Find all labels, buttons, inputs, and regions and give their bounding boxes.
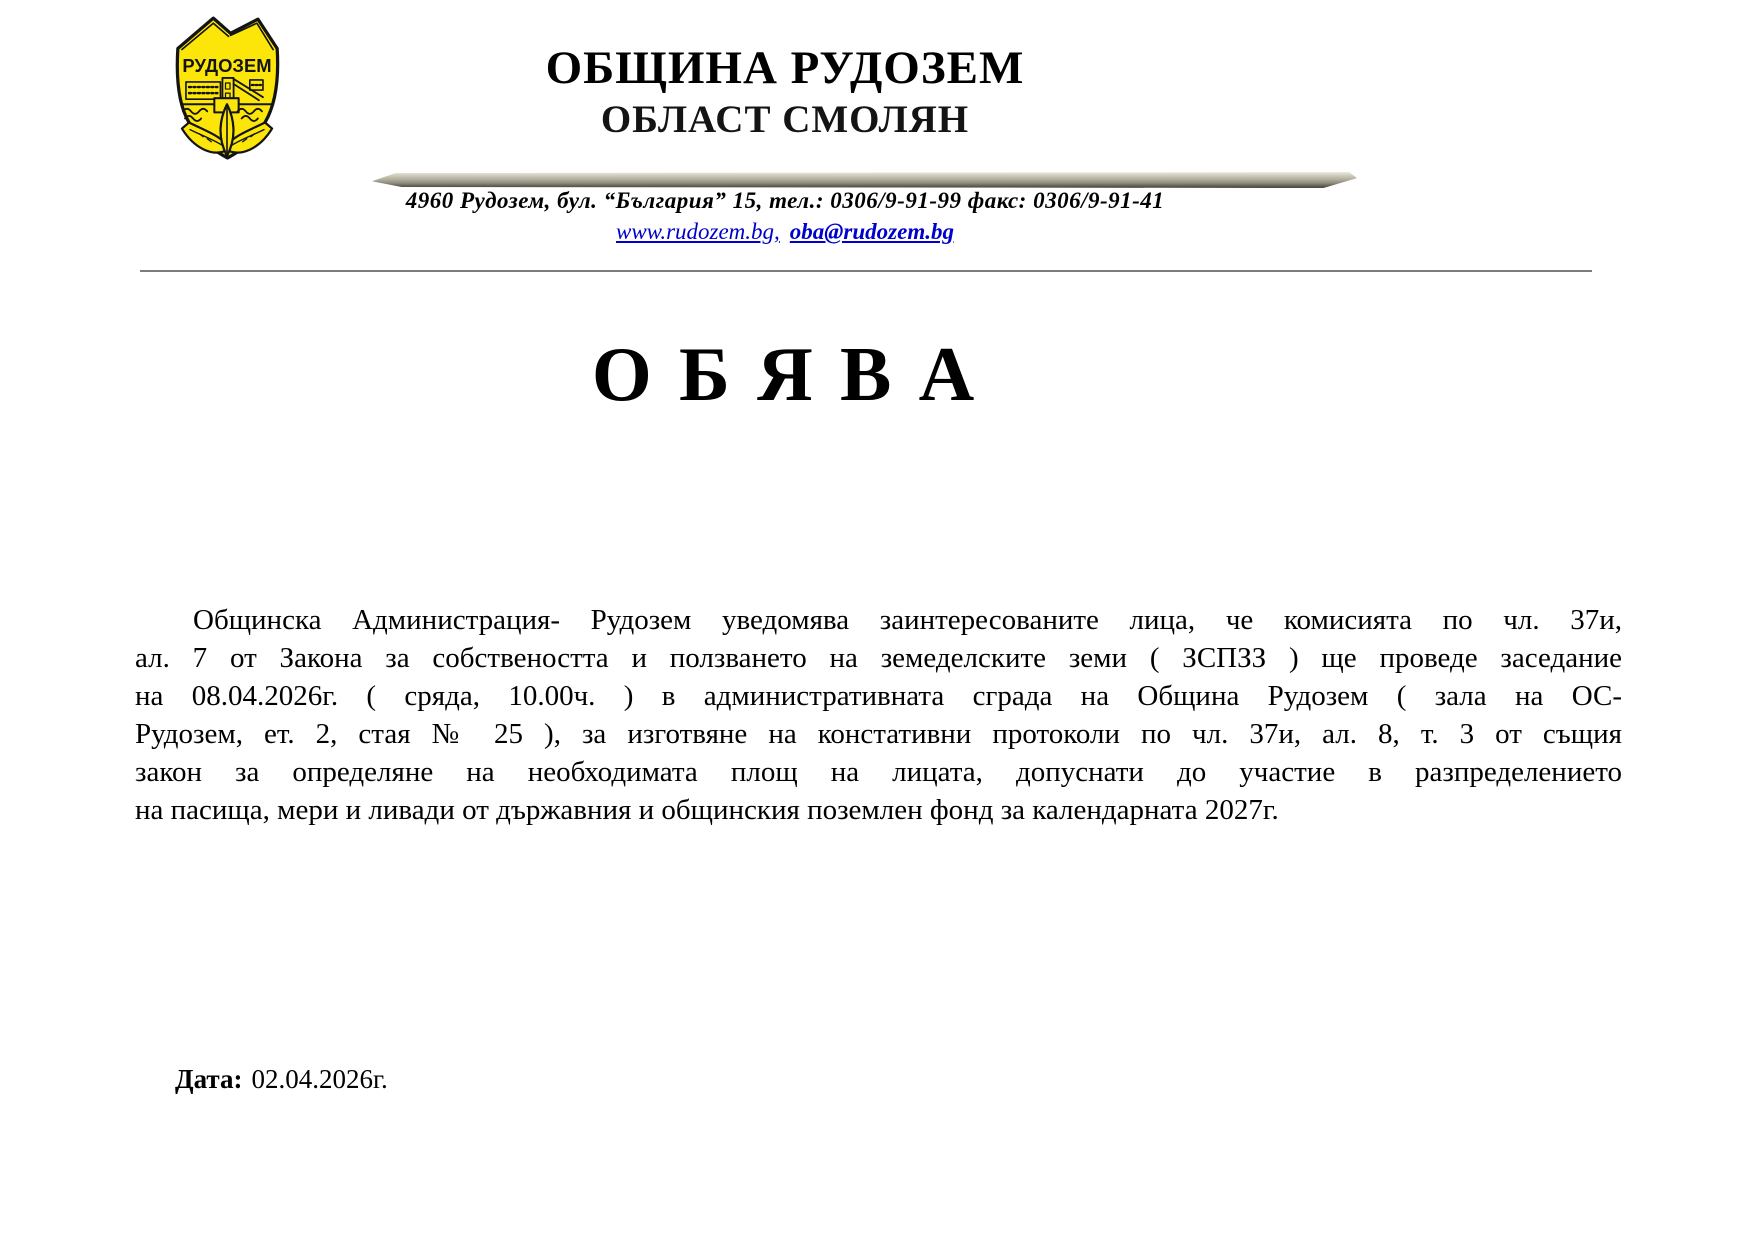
decorative-divider-bar <box>372 172 1357 188</box>
horizontal-rule <box>140 270 1592 272</box>
letterhead <box>0 42 1570 142</box>
body-line: закон за определяне на необходимата площ на лицата, допуснати до участие в разпределението <box>135 756 1622 788</box>
date-line <box>175 1064 388 1095</box>
date-label: Дата: <box>175 1064 243 1094</box>
logo-text: РУДОЗЕМ <box>182 54 272 76</box>
body-line: ал. 7 от Закона за собствеността и ползването на земеделските земи ( ЗСПЗЗ ) ще проведе заседание <box>135 642 1622 674</box>
body-line: на 08.04.2026г. ( сряда, 10.00ч. ) в административната сграда на Община Рудозем ( зала на ОС- <box>135 680 1622 712</box>
email-link[interactable]: oba@rudozem.bg <box>789 219 954 244</box>
announcement-title: О Б Я В А <box>591 331 979 417</box>
body-line: на пасища, мери и ливади от държавния и общинския поземлен фонд за календарната 2027г. <box>135 794 1279 826</box>
page-title: ОБЩИНА РУДОЗЕМ <box>545 42 1025 94</box>
website-link[interactable]: www.rudozem.bg, <box>616 219 780 244</box>
links-line <box>0 219 1570 245</box>
page-subtitle: ОБЛАСТ СМОЛЯН <box>600 97 970 141</box>
body-line: Рудозем, ет. 2, стая № 25 ), за изготвяне на констативни протоколи по чл. 37и, ал. 8, т. 3 от същия <box>135 718 1622 750</box>
date-value: 02.04.2026г. <box>251 1064 388 1094</box>
address-line: 4960 Рудозем, бул. “България” 15, тел.: 0306/9-91-99 факс: 0306/9-91-41 <box>405 188 1165 213</box>
body-line: Общинска Администрация- Рудозем уведомява заинтересованите лица, че комисията по чл. 37и, <box>193 604 1622 636</box>
announcement-body <box>135 601 1622 829</box>
